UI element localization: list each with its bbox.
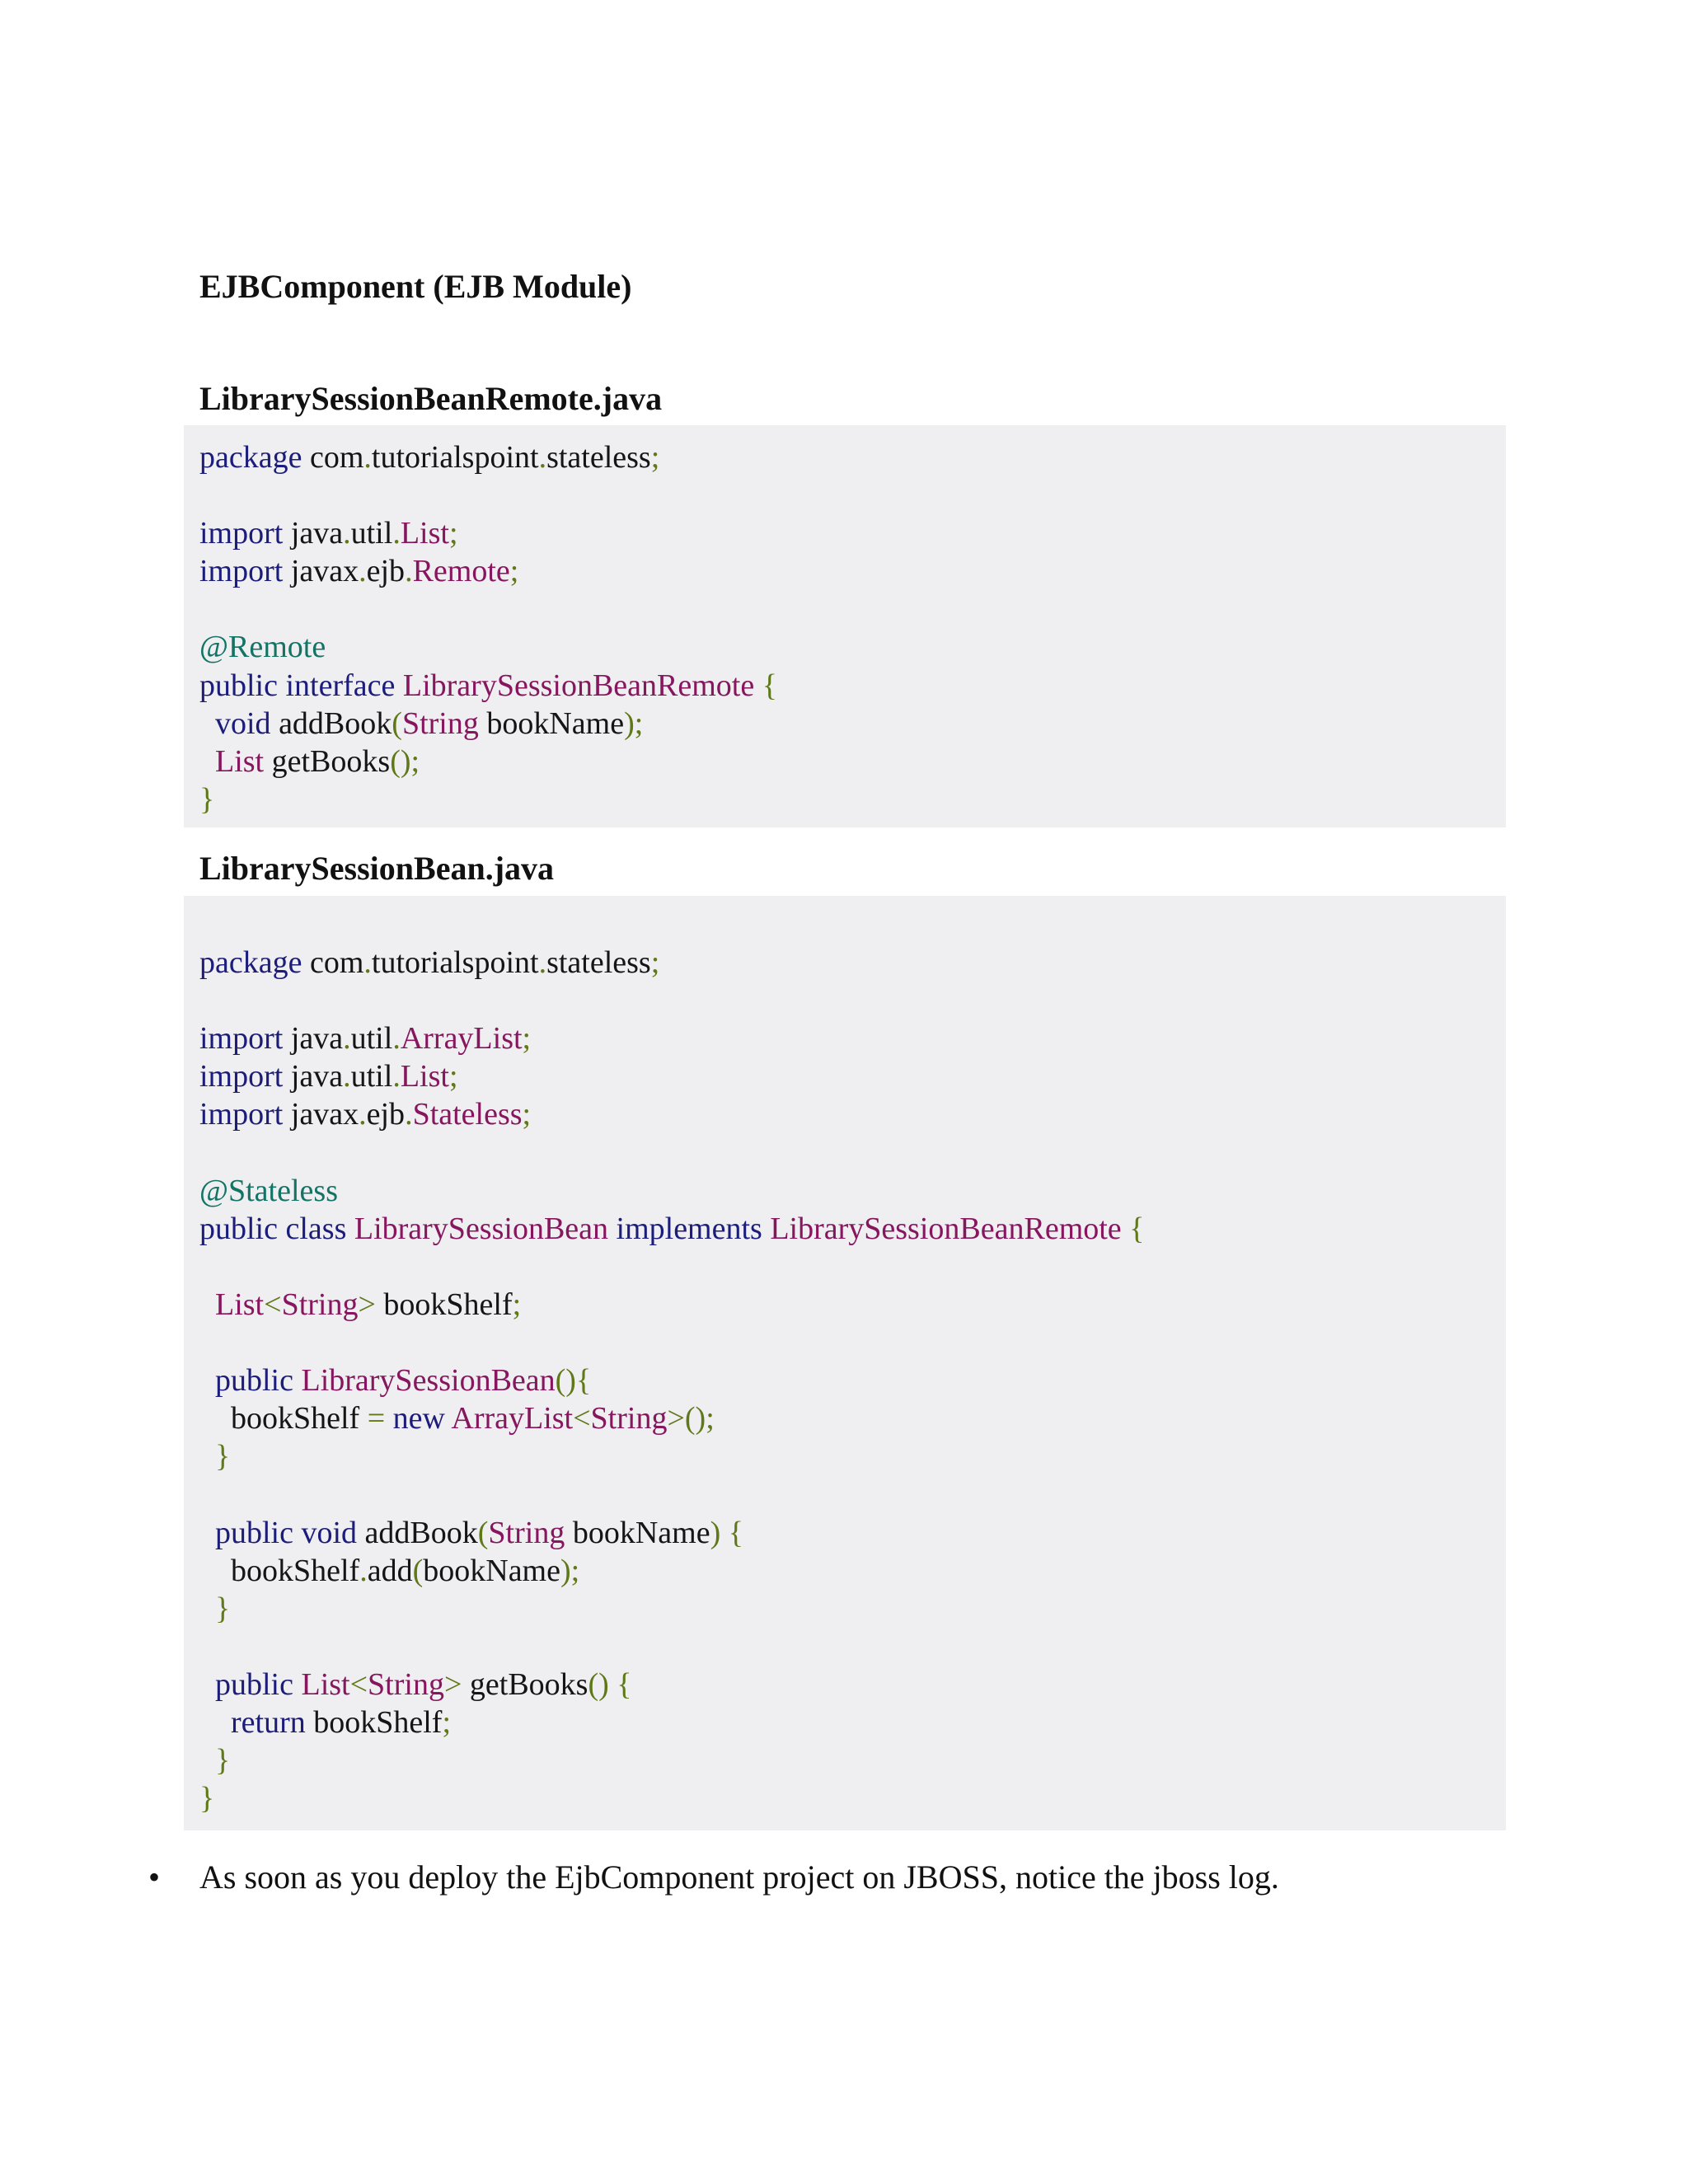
code-token-kw: import	[199, 516, 284, 551]
code-token-punc: <	[573, 1401, 591, 1436]
code-token-type: List	[400, 1059, 449, 1094]
code-token-plain: util	[350, 1021, 393, 1057]
code-token-punc: ;	[522, 1021, 532, 1057]
code-token-punc: {	[617, 1666, 632, 1702]
code-line	[199, 906, 1506, 944]
code-token-punc: ;	[522, 1097, 532, 1132]
code-token-punc: .	[359, 1097, 367, 1132]
code-token-punc: >	[358, 1286, 376, 1322]
code-token-plain: java	[283, 1021, 344, 1057]
code-token-punc: }	[215, 1439, 231, 1474]
code-token-kw: import	[199, 1059, 284, 1094]
code-token-punc: .	[343, 516, 351, 551]
code-token-plain: stateless	[546, 945, 651, 981]
code-token-plain	[199, 1287, 215, 1322]
code-token-type: String	[281, 1286, 359, 1322]
code-token-plain	[199, 744, 215, 779]
code-token-punc: .	[392, 1021, 401, 1057]
code-line	[199, 1057, 1506, 1095]
code-token-type: String	[590, 1401, 668, 1436]
code-token-plain: tutorialspoint	[371, 945, 539, 981]
code-token-plain: util	[350, 1059, 393, 1094]
code-token-punc: ;	[448, 516, 458, 551]
code-line	[199, 743, 1506, 780]
code-token-punc: (	[412, 1553, 424, 1588]
code-token-punc: (){	[555, 1363, 592, 1399]
code-token-plain: javax	[283, 554, 359, 589]
code-token-punc: .	[359, 554, 367, 589]
code-token-punc: }	[215, 1743, 231, 1779]
code-token-punc: .	[405, 1097, 413, 1132]
code-token-plain: bookShelf	[305, 1704, 443, 1740]
code-line	[199, 1361, 1506, 1399]
code-token-plain: util	[350, 516, 393, 551]
code-token-plain	[199, 1591, 215, 1626]
code-token-plain	[199, 1743, 215, 1778]
code-token-punc: {	[1129, 1211, 1145, 1246]
bullet-text: As soon as you deploy the EjbComponent project on JBOSS, notice the jboss log.	[199, 1858, 1279, 1896]
code-token-type: LibrarySessionBean	[354, 1211, 609, 1246]
code-token-type: String	[488, 1515, 565, 1550]
code-token-kw: public	[215, 1666, 293, 1702]
code-token-kw: void	[215, 705, 271, 741]
code-token-plain	[199, 706, 215, 741]
code-token-punc: <	[349, 1666, 368, 1702]
code-line	[199, 1514, 1506, 1552]
code-token-kw: public	[215, 1363, 293, 1399]
code-token-punc: {	[728, 1515, 743, 1550]
code-token-punc: .	[359, 1553, 368, 1588]
code-token-kw: package	[199, 440, 302, 475]
code-token-plain: add	[367, 1553, 413, 1588]
code-line	[199, 944, 1506, 982]
code-token-punc: .	[405, 554, 413, 589]
code-token-plain	[608, 1212, 617, 1246]
code-line	[199, 1399, 1506, 1437]
code-token-kw: import	[199, 1021, 284, 1057]
code-token-kw: import	[199, 1097, 284, 1132]
code-token-plain: getBooks	[462, 1666, 588, 1702]
code-token-type: LibrarySessionBeanRemote	[770, 1211, 1122, 1246]
code-token-plain: bookShelf	[375, 1286, 513, 1322]
code-token-plain: com	[302, 440, 364, 475]
code-token-plain: javax	[283, 1097, 359, 1132]
code-token-type: String	[401, 705, 479, 741]
file-heading-remote: LibrarySessionBeanRemote.java	[199, 380, 663, 417]
code-token-punc: ;	[512, 1286, 522, 1322]
file-heading-bean: LibrarySessionBean.java	[199, 850, 555, 887]
code-token-kw: public	[215, 1515, 293, 1550]
code-line	[199, 1286, 1506, 1324]
code-token-plain: bookName	[565, 1515, 710, 1550]
code-token-plain	[199, 1705, 231, 1740]
code-line	[199, 1134, 1506, 1172]
code-line	[199, 514, 1506, 552]
code-token-plain: addBook	[270, 705, 392, 741]
code-line	[199, 1741, 1506, 1779]
code-token-plain	[199, 1439, 215, 1474]
code-token-punc: .	[363, 440, 372, 475]
code-token-type: LibrarySessionBean	[301, 1363, 556, 1399]
code-line	[199, 705, 1506, 743]
code-line	[199, 1248, 1506, 1286]
code-token-plain: bookShelf	[199, 1401, 368, 1436]
code-line	[199, 552, 1506, 590]
code-token-punc: =	[367, 1401, 386, 1436]
code-token-punc: ;	[650, 945, 660, 981]
code-token-plain: stateless	[546, 440, 651, 475]
code-token-punc: .	[538, 440, 547, 475]
code-token-ann: @Stateless	[199, 1173, 338, 1208]
code-block-session-bean	[184, 896, 1506, 1830]
code-token-plain: addBook	[357, 1515, 478, 1550]
code-line	[199, 476, 1506, 514]
code-token-plain: bookName	[423, 1553, 560, 1588]
code-token-plain	[385, 1401, 393, 1436]
code-line	[199, 1590, 1506, 1628]
code-line	[199, 1210, 1506, 1248]
code-token-plain: ejb	[366, 554, 406, 589]
code-token-kw: implements	[616, 1211, 762, 1246]
code-line	[199, 1019, 1506, 1057]
code-token-type: Stateless	[412, 1097, 523, 1132]
code-token-punc: }	[199, 781, 215, 817]
code-token-punc: .	[538, 945, 547, 981]
code-line	[199, 1704, 1506, 1741]
code-token-kw: public	[199, 1211, 278, 1246]
code-token-punc: <	[264, 1286, 282, 1322]
code-line	[199, 1095, 1506, 1133]
code-token-plain	[346, 1212, 354, 1246]
bullet-symbol: •	[148, 1858, 161, 1896]
code-token-punc: );	[560, 1553, 580, 1588]
code-token-kw: interface	[285, 668, 396, 703]
code-token-kw: new	[392, 1401, 445, 1436]
code-token-punc: .	[343, 1059, 351, 1094]
code-token-plain	[199, 1516, 215, 1550]
code-line	[199, 628, 1506, 666]
code-line	[199, 1475, 1506, 1513]
code-line	[199, 1172, 1506, 1210]
code-token-punc: >	[443, 1666, 462, 1702]
code-token-plain	[609, 1667, 617, 1702]
code-line	[199, 1628, 1506, 1666]
code-token-punc: .	[363, 945, 372, 981]
code-token-kw: public	[199, 668, 278, 703]
code-token-kw: class	[285, 1211, 347, 1246]
code-token-plain: ejb	[366, 1097, 406, 1132]
code-token-type: List	[215, 743, 265, 779]
code-token-plain: java	[283, 516, 344, 551]
code-token-plain	[1122, 1212, 1130, 1246]
code-line	[199, 1324, 1506, 1361]
code-line	[199, 982, 1506, 1019]
code-token-punc: )	[710, 1515, 721, 1550]
code-line	[199, 1437, 1506, 1475]
code-token-punc: ();	[390, 743, 420, 779]
code-token-punc: ;	[650, 440, 660, 475]
code-token-punc: ;	[509, 554, 519, 589]
code-line	[199, 590, 1506, 628]
code-token-type: List	[301, 1666, 350, 1702]
code-token-type: ArrayList	[451, 1401, 574, 1436]
code-token-type: String	[368, 1666, 444, 1702]
bullet-item	[148, 1858, 1279, 1896]
code-token-plain: bookName	[478, 705, 625, 741]
code-token-plain	[199, 1667, 215, 1702]
code-token-plain: getBooks	[264, 743, 391, 779]
code-line	[199, 667, 1506, 705]
code-token-punc: .	[392, 516, 401, 551]
code-token-kw: return	[231, 1704, 306, 1740]
code-token-plain: bookShelf	[199, 1553, 360, 1588]
code-line	[199, 780, 1506, 818]
code-token-plain	[199, 1363, 215, 1398]
code-token-punc: ()	[588, 1666, 609, 1702]
code-token-punc: .	[343, 1021, 351, 1057]
code-token-punc: .	[392, 1059, 401, 1094]
code-token-punc: {	[762, 668, 777, 703]
code-token-kw: void	[301, 1515, 358, 1550]
code-token-kw: package	[199, 945, 302, 981]
code-token-type: Remote	[412, 554, 510, 589]
code-token-punc: }	[199, 1781, 215, 1816]
code-token-ann: @Remote	[199, 630, 326, 665]
code-token-punc: }	[215, 1591, 231, 1626]
code-token-plain	[720, 1516, 729, 1550]
code-token-punc: >();	[667, 1401, 715, 1436]
code-token-punc: );	[624, 705, 644, 741]
code-token-plain	[395, 668, 403, 703]
code-token-punc: (	[477, 1515, 489, 1550]
code-token-plain: java	[283, 1059, 344, 1094]
code-line	[199, 1666, 1506, 1704]
code-token-plain: tutorialspoint	[371, 440, 539, 475]
code-token-punc: ;	[448, 1059, 458, 1094]
code-token-punc: (	[392, 705, 402, 741]
code-line	[199, 438, 1506, 476]
code-token-punc: ;	[442, 1704, 452, 1740]
module-heading: EJBComponent (EJB Module)	[199, 268, 632, 305]
code-token-type: List	[215, 1286, 265, 1322]
code-block-remote-interface	[184, 425, 1506, 827]
code-token-type: LibrarySessionBeanRemote	[402, 668, 755, 703]
code-token-plain	[762, 1212, 771, 1246]
code-token-kw: import	[199, 554, 284, 589]
code-token-plain	[754, 668, 762, 703]
code-line	[199, 1779, 1506, 1817]
code-token-type: ArrayList	[400, 1021, 523, 1057]
code-token-type: List	[400, 516, 449, 551]
code-token-plain: com	[302, 945, 364, 981]
code-line	[199, 1552, 1506, 1590]
